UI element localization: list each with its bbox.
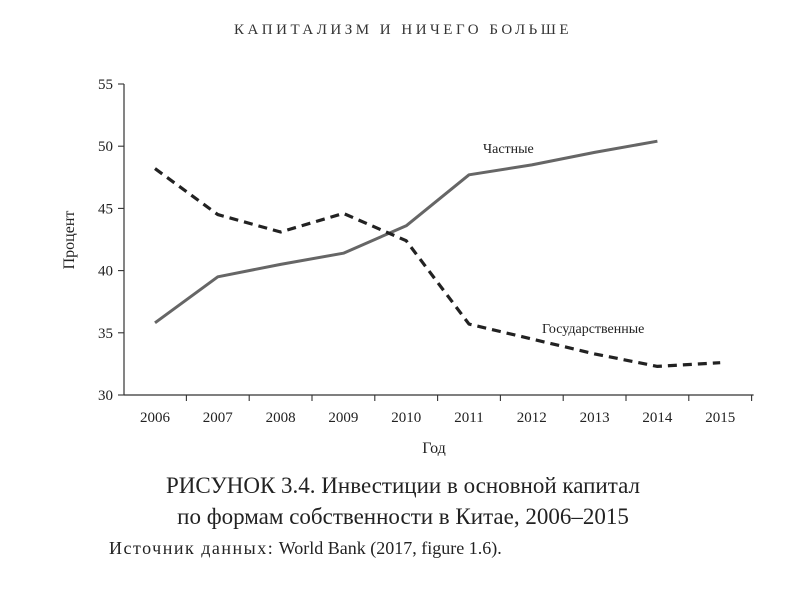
y-tick-label: 30 [98,388,113,404]
y-tick-label: 35 [98,325,113,342]
source-text: World Bank (2017, figure 1.6). [274,538,502,558]
x-axis-ticks [140,395,752,426]
series-line-private [155,141,657,323]
x-tick-label: 2011 [454,410,484,426]
x-tick-label: 2006 [140,410,170,426]
x-tick-label: 2010 [391,410,422,426]
series-label-private: Частные [483,142,534,157]
y-tick-label: 45 [98,201,113,218]
y-tick-label: 50 [98,139,113,156]
figure-caption-line-1: РИСУНОК 3.4. Инвестиции в основной капитал [166,473,640,498]
figure-caption-line-2: по формам собственности в Китае, 2006–2015 [177,504,629,529]
x-tick-label: 2012 [516,410,547,426]
x-tick-label: 2008 [265,410,296,426]
x-tick-label: 2015 [705,410,736,426]
axes [124,84,754,395]
x-tick-label: 2009 [328,410,359,426]
x-axis-title: Год [422,440,446,457]
x-tick-label: 2007 [202,410,233,426]
series-label-state: Государственные [542,322,645,337]
x-tick-label: 2014 [642,410,673,426]
y-tick-label: 40 [98,263,113,280]
x-tick-label: 2013 [579,410,610,426]
running-head: КАПИТАЛИЗМ И НИЧЕГО БОЛЬШЕ [233,22,573,38]
source-note [109,538,502,559]
y-tick-label: 55 [98,77,113,93]
y-axis-title: Процент [61,210,78,270]
source-label: Источник данных: [109,538,275,558]
y-axis-ticks [98,77,124,404]
